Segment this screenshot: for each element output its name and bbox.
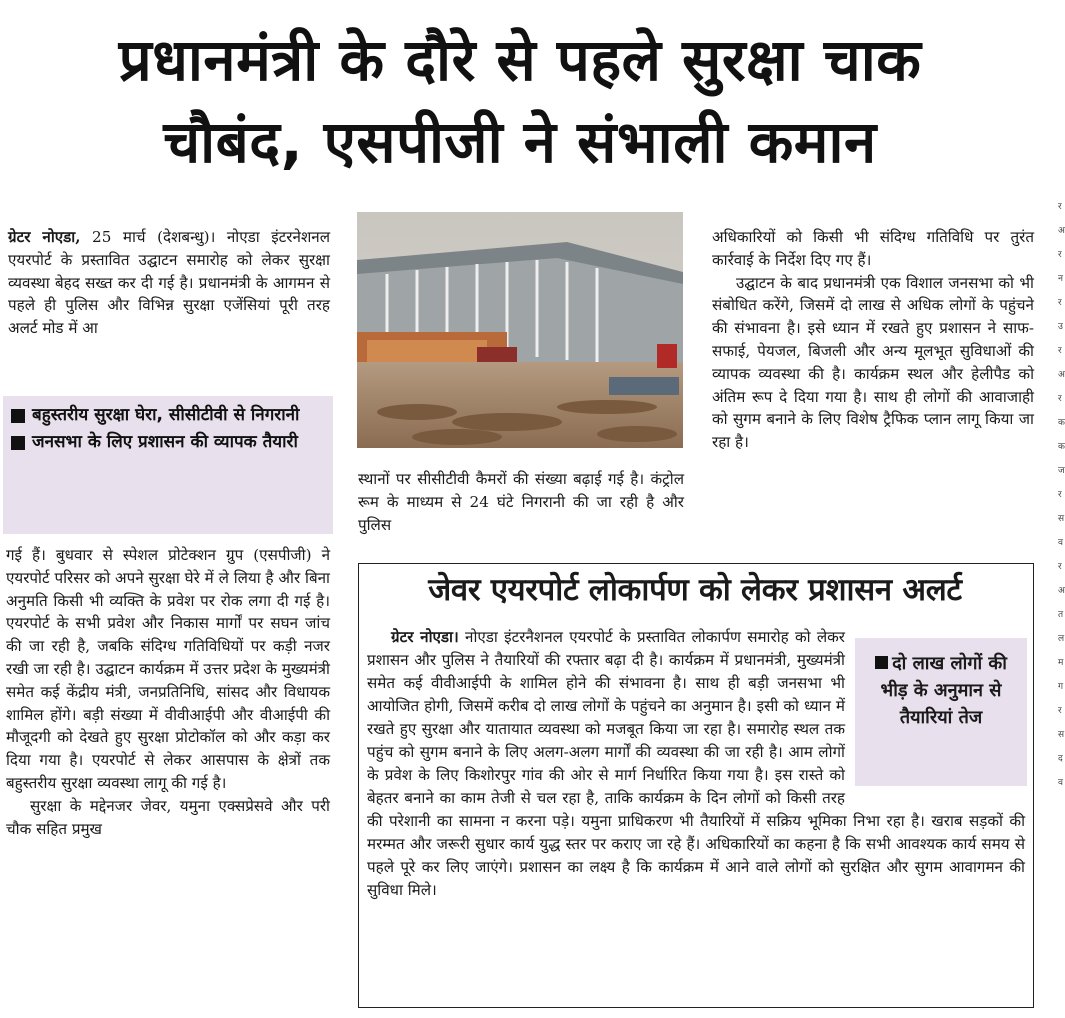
highlight-item: बहुस्तरीय सुरक्षा घेरा, सीसीटीवी से निगरानी	[11, 402, 325, 429]
paragraph: गई हैं। बुधवार से स्पेशल प्रोटेक्शन ग्रुप (एसपीजी) ने एयरपोर्ट परिसर को अपने सुरक्षा घेरे में ले लिया है और बिना अनुमति किसी भी व्यक्ति के प्रवेश पर रोक लगा दी गई है। एयरपोर्ट के सभी प्रवेश और निकास मार्गों पर सघन जांच की जा रही है, जबकि संदिग्ध गतिविधियों पर कड़ी नजर रखी जा रही है। उद्घाटन कार्यक्रम में उत्तर प्रदेश के मुख्यमंत्री समेत कई केंद्रीय मंत्री, जनप्रतिनिधि, सांसद और विधायक शामिल होंगे। बड़ी संख्या में वीवीआईपी और वीआईपी की मौजूदगी को देखते हुए सुरक्षा प्रोटोकॉल को और कड़ा कर दिया गया है। एयरपोर्ट से लेकर आसपास के क्षेत्रों तक बहुस्तरीय सुरक्षा व्यवस्था लागू की गई है।	[6, 546, 330, 792]
adjacent-column-edge: र अ र न र उ र अ र क क ज र स व र अ त ल म ग र स द व	[1058, 202, 1065, 788]
square-bullet-icon	[11, 409, 25, 423]
paragraph: स्थानों पर सीसीटीवी कैमरों की संख्या बढ़ाई गई है। कंट्रोल रूम के माध्यम से 24 घंटे निगरानी की जा रही है और पुलिस	[358, 470, 684, 534]
highlight-box	[3, 396, 333, 534]
column-1-top	[8, 226, 330, 340]
column-3	[712, 226, 1034, 454]
headline-line-1: प्रधानमंत्री के दौरे से पहले सुरक्षा चाक	[118, 26, 922, 94]
square-bullet-icon	[11, 436, 25, 450]
boxed-article	[358, 563, 1034, 1008]
dateline: ग्रेटर नोएडा,	[8, 228, 81, 246]
column-1-bottom	[6, 544, 330, 840]
box-article-title: जेवर एयरपोर्ट लोकार्पण को लेकर प्रशासन अलर्ट	[428, 572, 962, 608]
paragraph: उद्घाटन के बाद प्रधानमंत्री एक विशाल जनसभा को भी संबोधित करेंगे, जिसमें दो लाख से अधिक लोगों के पहुंचने की संभावना है। इसे ध्यान में रखते हुए प्रशासन ने साफ-सफाई, पेयजल, बिजली और अन्य मूलभूत सुविधाओं की व्यापक व्यवस्था की है। कार्यक्रम स्थल और हेलीपैड को अंतिम रूप दे दिया गया है। साथ ही लोगों की आवाजाही को सुगम बनाने के लिए विशेष ट्रैफिक प्लान लागू किया जा रहा है।	[712, 273, 1034, 452]
headline-line-2: चौबंद, एसपीजी ने संभाली कमान	[163, 108, 877, 176]
square-bullet-icon	[875, 656, 888, 669]
intro-text: 25 मार्च (देशबन्धु)। नोएडा इंटरनेशनल एयरपोर्ट के प्रस्तावित उद्घाटन समारोह को लेकर सुरक्षा व्यवस्था बेहद सख्त कर दी गई है। प्रधानमंत्री के आगमन से पहले ही पुलिस और विभिन्न सुरक्षा एजेंसियां पूरी तरह अलर्ट मोड में आ	[8, 228, 331, 338]
box-highlight: दो लाख लोगों की भीड़ के अनुमान से तैयारियां तेज	[855, 638, 1027, 786]
airport-construction-photo	[357, 212, 683, 448]
column-2	[358, 468, 684, 536]
box-body-text: नोएडा इंटरनैशनल एयरपोर्ट के प्रस्तावित लोकार्पण समारोह को लेकर प्रशासन और पुलिस ने तैयारियों की रफ्तार बढ़ा दी है। कार्यक्रम में प्रधानमंत्री, मुख्यमंत्री समेत कई वीवीआईपी के शामिल होने की संभावना है। साथ ही बड़ी जनसभा भी आयोजित होगी, जिसमें करीब दो लाख लोगों के पहुंचने का अनुमान है। इसी को ध्यान में रखते हुए सुरक्षा और यातायात व्यवस्था को मजबूत किया जा रहा है। समारोह स्थल तक पहुंच को सुगम बनाने के लिए अलग-अलग मार्गों की व्यवस्था की जा रही है। आम लोगों के प्रवेश के लिए किशोरपुर गांव की ओर से मार्ग निर्धारित किया गया है। इस रास्ते को बेहतर बनाने का काम तेजी से चल रहा है, ताकि कार्यक्रम के दिन लोगों को किसी तरह की परेशानी का सामना न करना पड़े। यमुना प्राधिकरण भी तैयारियों में सक्रिय भूमिका निभा रहा है। खराब सड़कों की मरम्मत और जरूरी सुधार कार्य युद्ध स्तर पर कराए जा रहे हैं। अधिकारियों का कहना है कि सभी आवश्यक कार्य समय से पहले पूरे कर लिए जाएंगे। प्रशासन का लक्ष्य है कि कार्यक्रम में आने वाले लोगों को सुरक्षित और सुगम आवागमन की सुविधा मिले।	[367, 628, 1025, 899]
box-article-body	[367, 626, 1025, 902]
box-dateline: ग्रेटर नोएडा।	[391, 628, 459, 646]
highlight-item: जनसभा के लिए प्रशासन की व्यापक तैयारी	[11, 429, 325, 456]
paragraph: सुरक्षा के मद्देनजर जेवर, यमुना एक्सप्रेसवे और परी चौक सहित प्रमुख	[6, 796, 330, 838]
paragraph: अधिकारियों को किसी भी संदिग्ध गतिविधि पर तुरंत कार्रवाई के निर्देश दिए गए हैं।	[712, 228, 1034, 269]
